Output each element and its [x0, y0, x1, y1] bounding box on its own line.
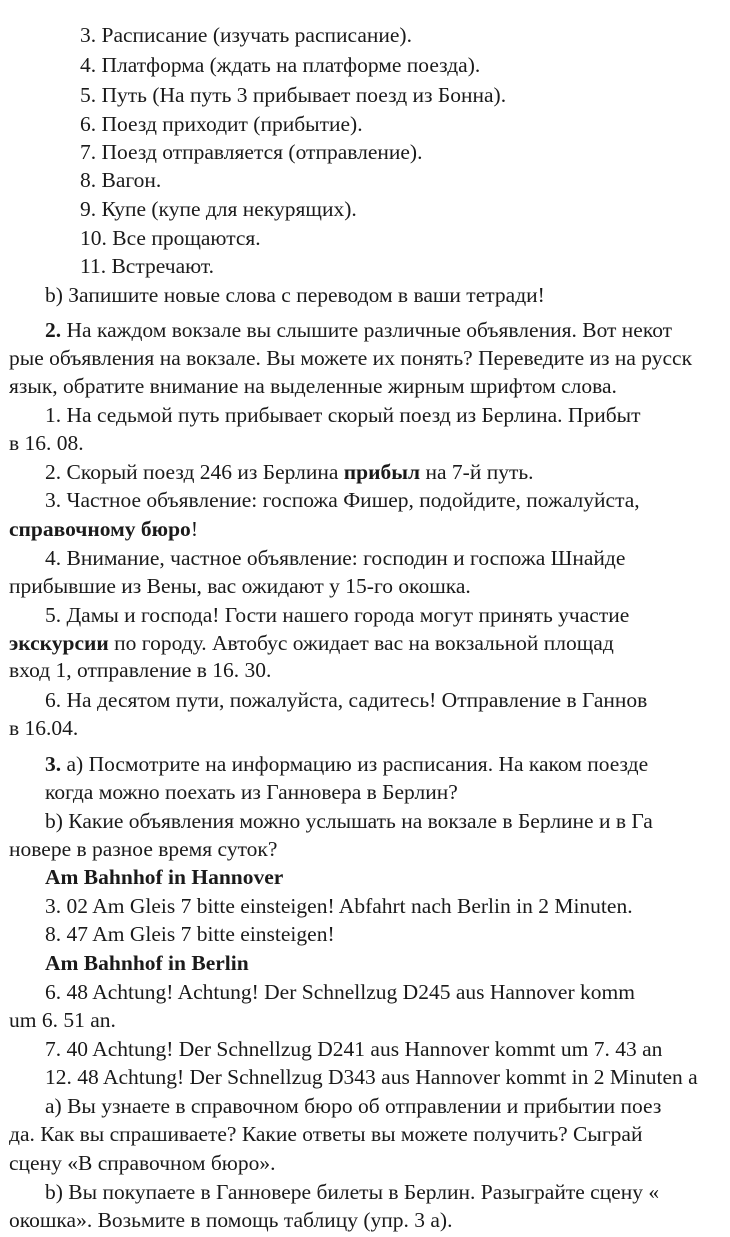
- announcement-5-cont: вход 1, отправление в 16. 30.: [9, 658, 272, 682]
- announcement-6-cont: в 16.04.: [9, 716, 79, 740]
- task-b-cont: окошка». Возьмите в помощь таблицу (упр. 3 а).: [9, 1208, 453, 1232]
- list-item: 4. Платформа (ждать на платформе поезда).: [80, 53, 481, 77]
- exercise-3-b: b) Какие объявления можно услышать на вокзале в Берлине и в Га: [45, 809, 653, 833]
- text: !: [190, 517, 198, 541]
- section-heading-hannover: Am Bahnhof in Hannover: [45, 865, 284, 889]
- list-item: 9. Купе (купе для некурящих).: [80, 197, 357, 221]
- task-a: а) Вы узнаете в справочном бюро об отправлении и прибытии поез: [45, 1094, 662, 1118]
- announcement-5: 5. Дамы и господа! Гости нашего города могут принять участие: [45, 603, 630, 627]
- list-item: 6. Поезд приходит (прибытие).: [80, 112, 363, 136]
- schedule-line: 7. 40 Achtung! Der Schnellzug D241 aus Hannover kommt um 7. 43 an: [45, 1037, 663, 1061]
- bold-term: экскурсии: [9, 631, 109, 655]
- task-b: b) Вы покупаете в Ганновере билеты в Берлин. Разыграйте сцену «: [45, 1180, 660, 1204]
- schedule-line: 6. 48 Achtung! Achtung! Der Schnellzug D245 aus Hannover komm: [45, 980, 635, 1004]
- list-item: 10. Все прощаются.: [80, 226, 261, 250]
- task-a-cont: да. Как вы спрашиваете? Какие ответы вы можете получить? Сыграй: [9, 1122, 643, 1146]
- schedule-line: 8. 47 Am Gleis 7 bitte einsteigen!: [45, 922, 335, 946]
- list-item: 5. Путь (На путь 3 прибывает поезд из Бонна).: [80, 83, 507, 107]
- announcement-4-cont: прибывшие из Вены, вас ожидают у 15-го окошка.: [9, 574, 471, 598]
- list-item: 11. Встречают.: [80, 254, 215, 278]
- list-item: 3. Расписание (изучать расписание).: [80, 23, 412, 47]
- exercise-number: 2.: [45, 318, 62, 342]
- announcement-3-cont: [9, 515, 730, 543]
- list-item: 7. Поезд отправляется (отправление).: [80, 140, 423, 164]
- announcement-4: 4. Внимание, частное объявление: господин и госпожа Шнайде: [45, 546, 626, 570]
- exercise-text: рые объявления на вокзале. Вы можете их понять? Переведите из на русск: [9, 346, 693, 370]
- exercise-text: язык, обратите внимание на выделенные жирным шрифтом слова.: [9, 374, 617, 398]
- announcement-2: [45, 458, 730, 486]
- schedule-line-cont: um 6. 51 an.: [9, 1008, 116, 1032]
- announcement-6: 6. На десятом пути, пожалуйста, садитесь! Отправление в Ганнов: [45, 688, 648, 712]
- text: по городу. Автобус ожидает вас на вокзальной площад: [108, 631, 614, 655]
- announcement-1-cont: в 16. 08.: [9, 431, 84, 455]
- text: на 7-й путь.: [420, 460, 534, 484]
- list-item: 8. Вагон.: [80, 168, 162, 192]
- announcement-5-cont: [9, 629, 730, 657]
- bold-term: справочному бюро: [9, 517, 191, 541]
- bold-term: прибыл: [343, 460, 421, 484]
- task-b-instruction: b) Запишите новые слова с переводом в ваши тетради!: [45, 283, 545, 307]
- exercise-3-a: [45, 750, 730, 778]
- exercise-text: а) Посмотрите на информацию из расписания. На каком поезде: [61, 752, 649, 776]
- exercise-text: новере в разное время суток?: [9, 837, 278, 861]
- schedule-line: 3. 02 Am Gleis 7 bitte einsteigen! Abfahrt nach Berlin in 2 Minuten.: [45, 894, 633, 918]
- exercise-2-intro: [45, 316, 730, 344]
- exercise-text: когда можно поехать из Ганновера в Берлин?: [45, 780, 458, 804]
- exercise-number: 3.: [45, 752, 62, 776]
- announcement-1: 1. На седьмой путь прибывает скорый поезд из Берлина. Прибыт: [45, 403, 641, 427]
- task-a-cont: сцену «В справочном бюро».: [9, 1151, 276, 1175]
- announcement-3: 3. Частное объявление: госпожа Фишер, подойдите, пожалуйста,: [45, 488, 640, 512]
- section-heading-berlin: Am Bahnhof in Berlin: [45, 951, 249, 975]
- text: 2. Скорый поезд 246 из Берлина: [45, 460, 344, 484]
- schedule-line: 12. 48 Achtung! Der Schnellzug D343 aus Hannover kommt in 2 Minuten a: [45, 1065, 698, 1089]
- exercise-text: На каждом вокзале вы слышите различные объявления. Вот некот: [61, 318, 673, 342]
